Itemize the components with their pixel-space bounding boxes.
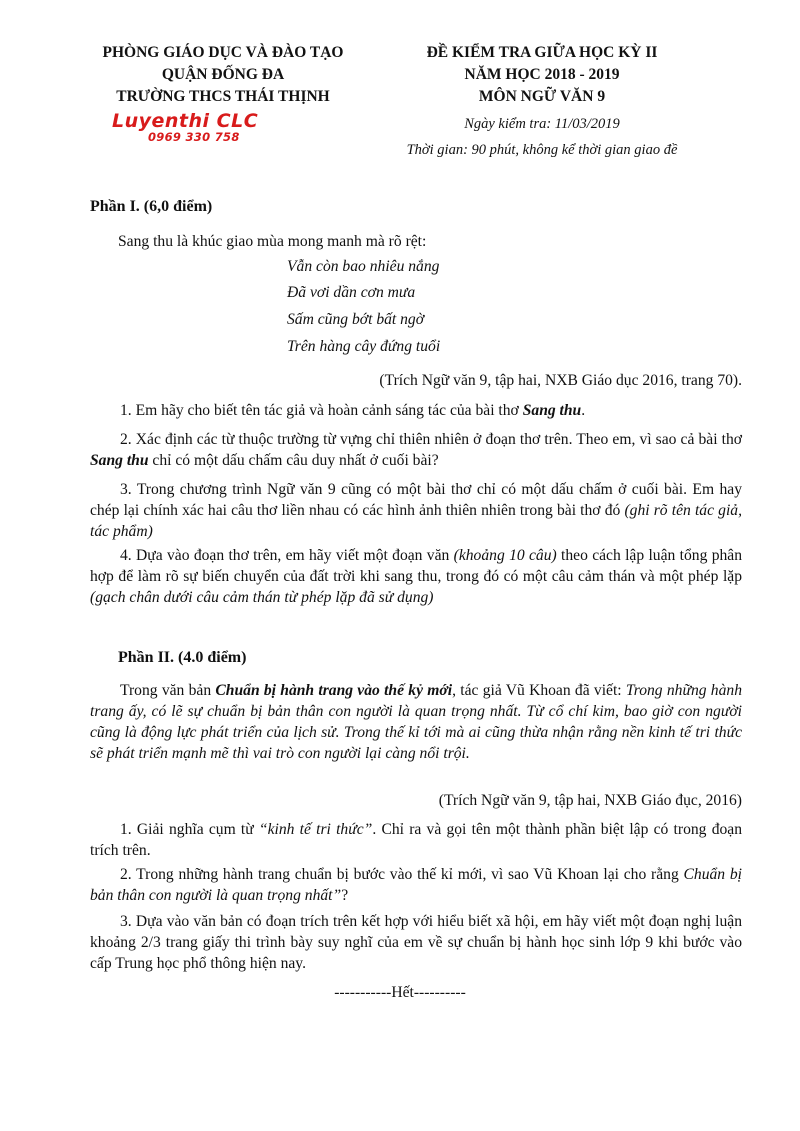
part1-question-2: 2. Xác định các từ thuộc trường từ vựng chỉ thiên nhiên ở đoạn thơ trên. Theo em, vì sao cả bài thơ Sang thu chỉ có một dấu chấm câu duy nhất ở cuối bài? bbox=[90, 431, 742, 469]
exam-date: Ngày kiểm tra: 11/03/2019 bbox=[464, 116, 620, 132]
poem-line-3: Sấm cũng bớt bất ngờ bbox=[287, 311, 425, 328]
part2-question-3: 3. Dựa vào văn bản có đoạn trích trên kết hợp với hiểu biết xã hội, em hãy viết một đoạn nghị luận khoảng 2/3 trang giấy thi trình bày suy nghĩ của em về sự chuẩn bị hành học sinh lớp 9 khi bước vào cấp Trung học phổ thông hiện nay. bbox=[90, 913, 742, 972]
poem-line-1: Vẫn còn bao nhiêu nắng bbox=[287, 258, 440, 275]
subject: MÔN NGỮ VĂN 9 bbox=[478, 88, 606, 105]
part1-source: (Trích Ngữ văn 9, tập hai, NXB Giáo dục 2016, trang 70). bbox=[379, 372, 742, 389]
exam-duration: Thời gian: 90 phút, không kể thời gian giao đề bbox=[406, 142, 678, 158]
exam-title: ĐỀ KIỂM TRA GIỮA HỌC KỲ II bbox=[426, 44, 658, 61]
part1-question-1: 1. Em hãy cho biết tên tác giả và hoàn cảnh sáng tác của bài thơ Sang thu. bbox=[120, 402, 586, 419]
exam-header bbox=[392, 42, 692, 108]
end-marker: -----------Hết---------- bbox=[334, 984, 466, 1001]
part1-question-4: 4. Dựa vào đoạn thơ trên, em hãy viết một đoạn văn (khoảng 10 câu) theo cách lập luận tổng phân hợp để làm rõ sự biến chuyển của đất trời khi sang thu, trong đó có một câu cảm thán và một phép lặp (gạch chân dưới câu cảm thán từ phép lặp đã sử dụng) bbox=[90, 547, 743, 606]
part2-source: (Trích Ngữ văn 9, tập hai, NXB Giáo đục, 2016) bbox=[438, 792, 742, 809]
school-year: NĂM HỌC 2018 - 2019 bbox=[464, 66, 620, 83]
part1-intro: Sang thu là khúc giao mùa mong manh mà rõ rệt: bbox=[118, 233, 427, 250]
part2-title: Phần II. (4.0 điểm) bbox=[118, 649, 247, 666]
part2-question-1: 1. Giải nghĩa cụm từ “kinh tế tri thức”. Chỉ ra và gọi tên một thành phần biệt lập có trong đoạn trích trên. bbox=[90, 821, 743, 859]
watermark-phone: 0969 330 758 bbox=[148, 130, 240, 144]
school-name: TRƯỜNG THCS THÁI THỊNH bbox=[116, 88, 330, 105]
part2-excerpt: Trong văn bản Chuẩn bị hành trang vào thế kỷ mới, tác giả Vũ Khoan đã viết: Trong những hành trang ấy, có lẽ sự chuẩn bị bản thân con người là quan trọng nhất. Từ cổ chí kim, bao giờ con người cũng là động lực phát triển của lịch sử. Trong thế kỉ tới mà ai cũng thừa nhận rằng nền kinh tế tri thức sẽ phát triển mạnh mẽ thì vai trò con người lại càng nổi trội. bbox=[90, 682, 742, 762]
district-name: QUẬN ĐỐNG ĐA bbox=[161, 66, 285, 83]
poem-line-2: Đã vơi dần cơn mưa bbox=[287, 284, 416, 301]
part1-question-3: 3. Trong chương trình Ngữ văn 9 cũng có một bài thơ chỉ có một dấu chấm ở cuối bài. Em hay chép lại chính xác hai câu thơ liền nhau có các hình ảnh thiên nhiên trong bài thơ đó (ghi rõ tên tác giả, tác phẩm) bbox=[90, 481, 742, 540]
poem-line-4: Trên hàng cây đứng tuổi bbox=[287, 338, 441, 355]
watermark-name: Luyenthi CLC bbox=[112, 110, 259, 132]
school-header bbox=[78, 42, 368, 108]
luyenthi-watermark bbox=[112, 112, 258, 144]
department-name: PHÒNG GIÁO DỤC VÀ ĐÀO TẠO bbox=[102, 44, 344, 61]
part1-title: Phần I. (6,0 điểm) bbox=[90, 198, 213, 215]
part2-question-2: 2. Trong những hành trang chuẩn bị bước vào thế kỉ mới, vì sao Vũ Khoan lại cho rằng Chuẩn bị bản thân con người là quan trọng nhất”? bbox=[90, 866, 742, 904]
